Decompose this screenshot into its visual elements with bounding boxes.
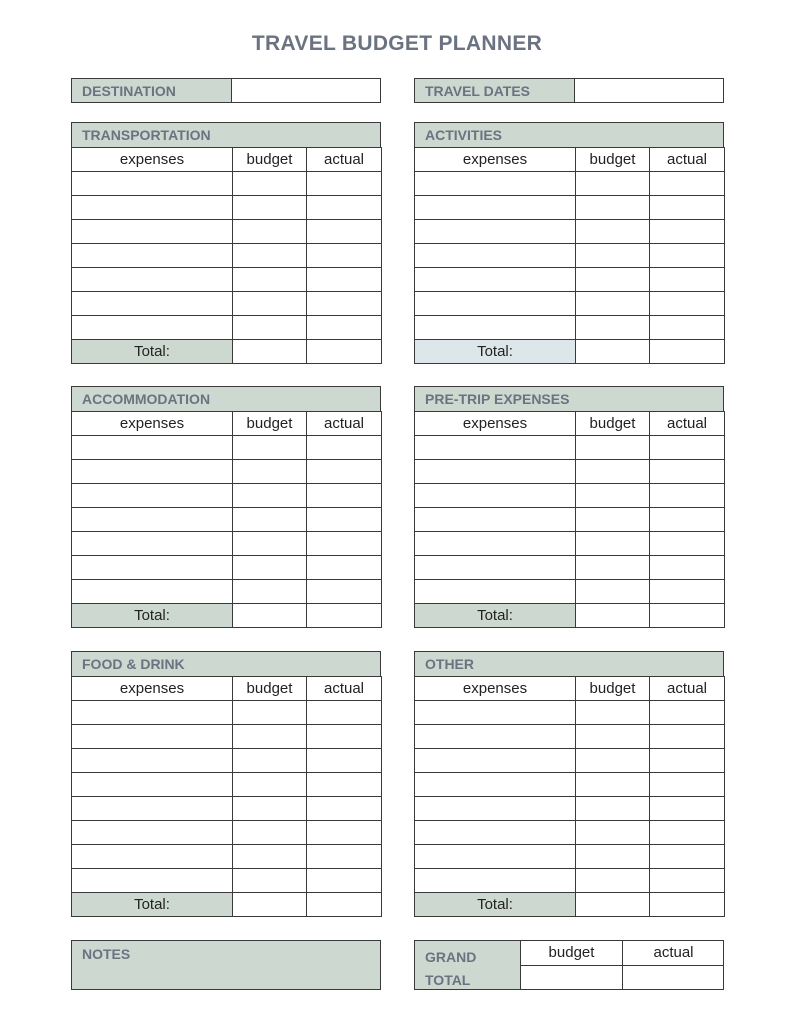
table-row <box>415 316 725 340</box>
expense-cell[interactable] <box>72 869 233 893</box>
other-header: OTHER <box>414 651 724 676</box>
budget-cell[interactable] <box>576 821 650 845</box>
actual-cell[interactable] <box>650 749 725 773</box>
expense-cell[interactable] <box>72 196 233 220</box>
budget-cell[interactable] <box>576 220 650 244</box>
table-row <box>72 580 382 604</box>
table-row <box>415 556 725 580</box>
budget-cell[interactable] <box>233 845 307 869</box>
expense-cell[interactable] <box>72 845 233 869</box>
expense-cell[interactable] <box>415 532 576 556</box>
budget-cell[interactable] <box>576 244 650 268</box>
expense-cell[interactable] <box>72 749 233 773</box>
actual-cell[interactable] <box>650 484 725 508</box>
actual-cell[interactable] <box>307 773 382 797</box>
total-budget-cell[interactable] <box>576 340 650 364</box>
budget-cell[interactable] <box>576 532 650 556</box>
actual-cell[interactable] <box>307 580 382 604</box>
total-actual-cell[interactable] <box>650 604 725 628</box>
actual-column-header: actual <box>307 677 382 701</box>
pretrip-table <box>414 411 725 628</box>
grand-total-actual-header: actual <box>623 940 725 965</box>
budget-cell[interactable] <box>233 797 307 821</box>
budget-cell[interactable] <box>233 220 307 244</box>
table-row <box>72 244 382 268</box>
budget-cell[interactable] <box>233 580 307 604</box>
budget-cell[interactable] <box>576 436 650 460</box>
expense-cell[interactable] <box>415 244 576 268</box>
table-row <box>72 508 382 532</box>
transportation-table <box>71 147 382 364</box>
actual-cell[interactable] <box>307 845 382 869</box>
actual-cell[interactable] <box>307 268 382 292</box>
actual-cell[interactable] <box>307 701 382 725</box>
total-actual-cell[interactable] <box>650 893 725 917</box>
actual-cell[interactable] <box>650 172 725 196</box>
expenses-column-header: expenses <box>415 148 576 172</box>
actual-cell[interactable] <box>307 508 382 532</box>
budget-column-header: budget <box>233 412 307 436</box>
table-row <box>72 532 382 556</box>
expense-cell[interactable] <box>415 484 576 508</box>
table-row <box>72 556 382 580</box>
expense-cell[interactable] <box>72 292 233 316</box>
table-row <box>415 220 725 244</box>
budget-cell[interactable] <box>233 532 307 556</box>
actual-cell[interactable] <box>307 220 382 244</box>
food-column-headers <box>72 677 382 701</box>
expense-cell[interactable] <box>415 460 576 484</box>
actual-cell[interactable] <box>307 436 382 460</box>
activities-column-headers <box>415 148 725 172</box>
table-row <box>72 749 382 773</box>
budget-cell[interactable] <box>576 869 650 893</box>
table-row <box>415 749 725 773</box>
actual-cell[interactable] <box>650 725 725 749</box>
budget-cell[interactable] <box>576 773 650 797</box>
table-row <box>415 268 725 292</box>
actual-column-header: actual <box>307 412 382 436</box>
other-column-headers <box>415 677 725 701</box>
table-row <box>72 845 382 869</box>
expense-cell[interactable] <box>72 725 233 749</box>
budget-cell[interactable] <box>233 292 307 316</box>
actual-cell[interactable] <box>307 460 382 484</box>
budget-cell[interactable] <box>576 484 650 508</box>
budget-cell[interactable] <box>233 725 307 749</box>
destination-label: DESTINATION <box>72 79 232 102</box>
actual-column-header: actual <box>307 148 382 172</box>
table-row <box>415 460 725 484</box>
actual-cell[interactable] <box>650 244 725 268</box>
expense-cell[interactable] <box>72 580 233 604</box>
total-budget-cell[interactable] <box>233 340 307 364</box>
budget-cell[interactable] <box>576 460 650 484</box>
page-title: TRAVEL BUDGET PLANNER <box>251 32 543 55</box>
budget-cell[interactable] <box>576 797 650 821</box>
actual-cell[interactable] <box>307 172 382 196</box>
expense-cell[interactable] <box>72 701 233 725</box>
table-row <box>72 460 382 484</box>
activities-total-row <box>415 340 725 364</box>
expense-cell[interactable] <box>415 845 576 869</box>
expenses-column-header: expenses <box>72 677 233 701</box>
other-table <box>414 676 725 917</box>
food-header: FOOD & DRINK <box>71 651 381 676</box>
actual-cell[interactable] <box>650 845 725 869</box>
actual-cell[interactable] <box>307 532 382 556</box>
actual-cell[interactable] <box>307 316 382 340</box>
actual-cell[interactable] <box>650 460 725 484</box>
table-row <box>72 773 382 797</box>
actual-cell[interactable] <box>650 580 725 604</box>
budget-cell[interactable] <box>233 508 307 532</box>
budget-column-header: budget <box>576 677 650 701</box>
travel-dates-label: TRAVEL DATES <box>415 79 575 102</box>
expense-cell[interactable] <box>415 508 576 532</box>
actual-cell[interactable] <box>307 292 382 316</box>
table-row <box>415 532 725 556</box>
expense-cell[interactable] <box>415 556 576 580</box>
expense-cell[interactable] <box>72 484 233 508</box>
grand-total-label <box>415 941 521 989</box>
grand-total-label-line2: TOTAL <box>425 972 471 988</box>
budget-cell[interactable] <box>576 508 650 532</box>
table-row <box>415 244 725 268</box>
travel-dates-field <box>414 78 724 103</box>
expense-cell[interactable] <box>72 556 233 580</box>
expense-cell[interactable] <box>415 701 576 725</box>
budget-cell[interactable] <box>233 196 307 220</box>
table-row <box>72 869 382 893</box>
grand-total-budget-header: budget <box>521 940 623 965</box>
total-actual-cell[interactable] <box>307 893 382 917</box>
budget-cell[interactable] <box>576 196 650 220</box>
transportation-total-row <box>72 340 382 364</box>
grand-total-label-line1: GRAND <box>425 949 477 965</box>
budget-cell[interactable] <box>233 436 307 460</box>
actual-cell[interactable] <box>650 556 725 580</box>
budget-cell[interactable] <box>576 580 650 604</box>
expenses-column-header: expenses <box>72 412 233 436</box>
actual-cell[interactable] <box>307 196 382 220</box>
expense-cell[interactable] <box>415 172 576 196</box>
grand-total-box <box>414 940 724 990</box>
budget-cell[interactable] <box>233 701 307 725</box>
budget-cell[interactable] <box>576 725 650 749</box>
budget-column-header: budget <box>233 148 307 172</box>
table-row <box>72 821 382 845</box>
actual-cell[interactable] <box>650 316 725 340</box>
food-total-row <box>72 893 382 917</box>
expense-cell[interactable] <box>415 292 576 316</box>
expense-cell[interactable] <box>415 316 576 340</box>
table-row <box>72 436 382 460</box>
table-row <box>72 196 382 220</box>
actual-cell[interactable] <box>307 797 382 821</box>
budget-cell[interactable] <box>233 869 307 893</box>
expense-cell[interactable] <box>72 532 233 556</box>
pretrip-total-row <box>415 604 725 628</box>
actual-cell[interactable] <box>650 508 725 532</box>
expense-cell[interactable] <box>415 268 576 292</box>
budget-cell[interactable] <box>576 316 650 340</box>
actual-cell[interactable] <box>307 821 382 845</box>
expense-cell[interactable] <box>72 436 233 460</box>
food-table <box>71 676 382 917</box>
expenses-column-header: expenses <box>415 677 576 701</box>
total-label: Total: <box>415 340 576 364</box>
table-row <box>72 172 382 196</box>
table-row <box>72 220 382 244</box>
table-row <box>415 292 725 316</box>
actual-cell[interactable] <box>307 725 382 749</box>
table-row <box>72 725 382 749</box>
budget-cell[interactable] <box>233 460 307 484</box>
budget-cell[interactable] <box>576 292 650 316</box>
grand-total-table <box>521 940 724 990</box>
pretrip-column-headers <box>415 412 725 436</box>
grand-total-budget-value[interactable] <box>521 965 623 990</box>
actual-cell[interactable] <box>650 773 725 797</box>
transportation-header: TRANSPORTATION <box>71 122 381 147</box>
grand-total-actual-value[interactable] <box>623 965 725 990</box>
actual-cell[interactable] <box>650 292 725 316</box>
transportation-column-headers <box>72 148 382 172</box>
expense-cell[interactable] <box>415 725 576 749</box>
total-label: Total: <box>415 604 576 628</box>
expense-cell[interactable] <box>72 220 233 244</box>
budget-cell[interactable] <box>233 244 307 268</box>
budget-cell[interactable] <box>576 172 650 196</box>
actual-cell[interactable] <box>650 436 725 460</box>
actual-column-header: actual <box>650 148 725 172</box>
budget-cell[interactable] <box>233 749 307 773</box>
expense-cell[interactable] <box>72 797 233 821</box>
expense-cell[interactable] <box>415 869 576 893</box>
budget-cell[interactable] <box>233 821 307 845</box>
table-row <box>415 508 725 532</box>
expenses-column-header: expenses <box>72 148 233 172</box>
actual-cell[interactable] <box>650 220 725 244</box>
actual-column-header: actual <box>650 412 725 436</box>
actual-column-header: actual <box>650 677 725 701</box>
budget-cell[interactable] <box>233 268 307 292</box>
actual-cell[interactable] <box>650 797 725 821</box>
budget-column-header: budget <box>576 148 650 172</box>
table-row <box>72 701 382 725</box>
travel-dates-input[interactable] <box>576 79 723 102</box>
table-row <box>415 821 725 845</box>
table-row <box>415 845 725 869</box>
actual-cell[interactable] <box>650 701 725 725</box>
expense-cell[interactable] <box>415 749 576 773</box>
expense-cell[interactable] <box>72 821 233 845</box>
total-budget-cell[interactable] <box>233 604 307 628</box>
destination-input[interactable] <box>233 79 380 102</box>
total-actual-cell[interactable] <box>307 604 382 628</box>
budget-cell[interactable] <box>576 749 650 773</box>
expense-cell[interactable] <box>415 580 576 604</box>
expense-cell[interactable] <box>415 196 576 220</box>
accommodation-header: ACCOMMODATION <box>71 386 381 411</box>
table-row <box>415 725 725 749</box>
actual-cell[interactable] <box>307 556 382 580</box>
budget-cell[interactable] <box>233 316 307 340</box>
table-row <box>415 436 725 460</box>
total-label: Total: <box>415 893 576 917</box>
expense-cell[interactable] <box>415 773 576 797</box>
table-row <box>72 316 382 340</box>
table-row <box>415 773 725 797</box>
table-row <box>72 797 382 821</box>
actual-cell[interactable] <box>650 532 725 556</box>
table-row <box>415 172 725 196</box>
activities-header: ACTIVITIES <box>414 122 724 147</box>
notes-box[interactable] <box>71 940 381 990</box>
budget-cell[interactable] <box>576 268 650 292</box>
actual-cell[interactable] <box>650 268 725 292</box>
accommodation-table <box>71 411 382 628</box>
budget-column-header: budget <box>576 412 650 436</box>
actual-cell[interactable] <box>307 484 382 508</box>
table-row <box>415 580 725 604</box>
expense-cell[interactable] <box>72 316 233 340</box>
budget-column-header: budget <box>233 677 307 701</box>
expense-cell[interactable] <box>415 436 576 460</box>
actual-cell[interactable] <box>650 196 725 220</box>
expense-cell[interactable] <box>415 797 576 821</box>
pretrip-header: PRE-TRIP EXPENSES <box>414 386 724 411</box>
budget-cell[interactable] <box>576 701 650 725</box>
expense-cell[interactable] <box>72 508 233 532</box>
expenses-column-header: expenses <box>415 412 576 436</box>
table-row <box>415 869 725 893</box>
table-row <box>72 268 382 292</box>
expense-cell[interactable] <box>72 268 233 292</box>
expense-cell[interactable] <box>72 244 233 268</box>
accommodation-total-row <box>72 604 382 628</box>
table-row <box>415 196 725 220</box>
table-row <box>415 797 725 821</box>
accommodation-column-headers <box>72 412 382 436</box>
actual-cell[interactable] <box>307 869 382 893</box>
total-budget-cell[interactable] <box>576 893 650 917</box>
total-budget-cell[interactable] <box>576 604 650 628</box>
total-actual-cell[interactable] <box>307 340 382 364</box>
expense-cell[interactable] <box>415 821 576 845</box>
table-row <box>415 484 725 508</box>
table-row <box>415 701 725 725</box>
activities-table <box>414 147 725 364</box>
actual-cell[interactable] <box>650 821 725 845</box>
actual-cell[interactable] <box>307 244 382 268</box>
actual-cell[interactable] <box>650 869 725 893</box>
expense-cell[interactable] <box>415 220 576 244</box>
other-total-row <box>415 893 725 917</box>
destination-field <box>71 78 381 103</box>
budget-cell[interactable] <box>233 172 307 196</box>
budget-cell[interactable] <box>233 484 307 508</box>
total-budget-cell[interactable] <box>233 893 307 917</box>
budget-cell[interactable] <box>576 556 650 580</box>
actual-cell[interactable] <box>307 749 382 773</box>
table-row <box>72 292 382 316</box>
expense-cell[interactable] <box>72 773 233 797</box>
budget-cell[interactable] <box>576 845 650 869</box>
total-actual-cell[interactable] <box>650 340 725 364</box>
total-label: Total: <box>72 604 233 628</box>
table-row <box>72 484 382 508</box>
total-label: Total: <box>72 893 233 917</box>
budget-cell[interactable] <box>233 556 307 580</box>
budget-cell[interactable] <box>233 773 307 797</box>
notes-label: NOTES <box>82 946 131 962</box>
expense-cell[interactable] <box>72 460 233 484</box>
total-label: Total: <box>72 340 233 364</box>
expense-cell[interactable] <box>72 172 233 196</box>
